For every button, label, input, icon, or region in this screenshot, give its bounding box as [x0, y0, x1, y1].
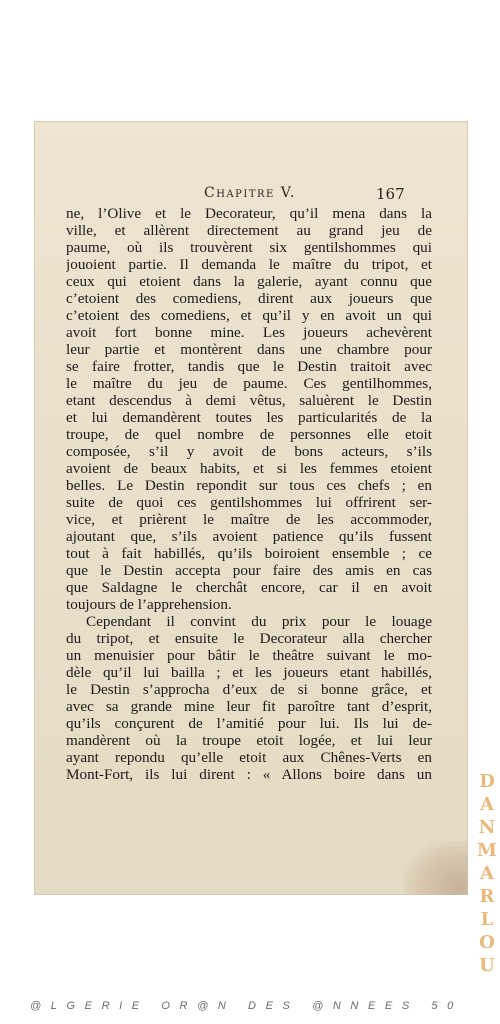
side-watermark: [476, 770, 498, 977]
watermark-letter: M: [477, 840, 497, 861]
text-line: tout à fait habillés, qu’ils boiroient ensemble ; ce: [66, 545, 432, 562]
text-line: le Destin s’approcha d’eux de si bonne grâce, et: [66, 681, 432, 698]
running-title: Chapitre V.: [204, 185, 296, 201]
text-line: avoit fort bonne mine. Les joueurs achevèrent: [66, 324, 432, 341]
watermark-letter: L: [480, 909, 494, 930]
text-line: Mont-Fort, ils lui dirent : « Allons boire dans un: [66, 766, 432, 783]
text-line: ne, l’Olive et le Decorateur, qu’il mena dans la: [66, 205, 432, 222]
page-body-text: [66, 205, 432, 783]
watermark-letter: A: [480, 863, 494, 884]
page-stain: [404, 841, 468, 895]
text-line: vice, et prièrent le maître de les accommoder,: [66, 511, 432, 528]
watermark-letter: A: [480, 794, 494, 815]
text-line: belles. Le Destin repondit sur tous ces chefs ; en: [66, 477, 432, 494]
text-line: qu’ils conçurent de l’amitié pour lui. Ils lui de-: [66, 715, 432, 732]
text-line: avec sa grande mine leur fit paroître tant d’esprit,: [66, 698, 432, 715]
footer-watermark: @LGERIE OR@N DES @NNEES 50: [30, 1000, 463, 1012]
text-line: ville, et allèrent directement au grand jeu de: [66, 222, 432, 239]
text-line: se faire frotter, tandis que le Destin traitoit avec: [66, 358, 432, 375]
page-number: 167: [376, 185, 405, 203]
text-line: et lui demandèrent toutes les particularités de la: [66, 409, 432, 426]
text-line: c’etoient des comediens, dirent aux joueurs que: [66, 290, 432, 307]
text-line: jouoient partie. Il demanda le maître du tripot, et: [66, 256, 432, 273]
watermark-letter: N: [478, 817, 496, 838]
text-line: que le Destin accepta pour faire des amis en cas: [66, 562, 432, 579]
text-line: etant descendus à demi vêtus, saluèrent le Destin: [66, 392, 432, 409]
text-line: ajoutant que, s’ils avoient patience qu’ils fussent: [66, 528, 432, 545]
text-line: suite de quoi ces gentilshommes lui offrirent ser-: [66, 494, 432, 511]
text-line: ayant repondu qu’elle etoit aux Chênes-Verts en: [66, 749, 432, 766]
watermark-letter: U: [479, 955, 495, 976]
book-page: [34, 121, 468, 895]
page-header: [34, 185, 468, 207]
text-line: mandèrent où la troupe etoit logée, et lui leur: [66, 732, 432, 749]
watermark-letter: O: [479, 932, 495, 953]
text-line: composée, s’il y avoit de bons acteurs, s’ils: [66, 443, 432, 460]
watermark-letter: R: [479, 886, 495, 907]
text-line: troupe, de quel nombre de personnes elle etoit: [66, 426, 432, 443]
text-line: avoient de beaux habits, et si les femmes etoient: [66, 460, 432, 477]
text-line: que Saldagne le cherchât encore, car il en avoit: [66, 579, 432, 596]
watermark-letter: D: [479, 771, 495, 792]
text-line: Cependant il convint du prix pour le louage: [86, 613, 432, 630]
text-line: toujours de l’apprehension.: [66, 596, 232, 613]
text-line: paume, où ils trouvèrent six gentilshommes qui: [66, 239, 432, 256]
text-line: ceux qui etoient dans la galerie, ayant connu que: [66, 273, 432, 290]
text-line: un menuisier pour bâtir le theâtre suivant le mo-: [66, 647, 432, 664]
text-line: le maître du jeu de paume. Ces gentilhommes,: [66, 375, 432, 392]
text-line: leur partie et montèrent dans une chambre pour: [66, 341, 432, 358]
text-line: du tripot, et ensuite le Decorateur alla chercher: [66, 630, 432, 647]
text-line: dèle qu’il lui bailla ; et les joueurs etant habillés,: [66, 664, 432, 681]
text-line: c’etoient des comediens, et qu’il y en avoit un qui: [66, 307, 432, 324]
